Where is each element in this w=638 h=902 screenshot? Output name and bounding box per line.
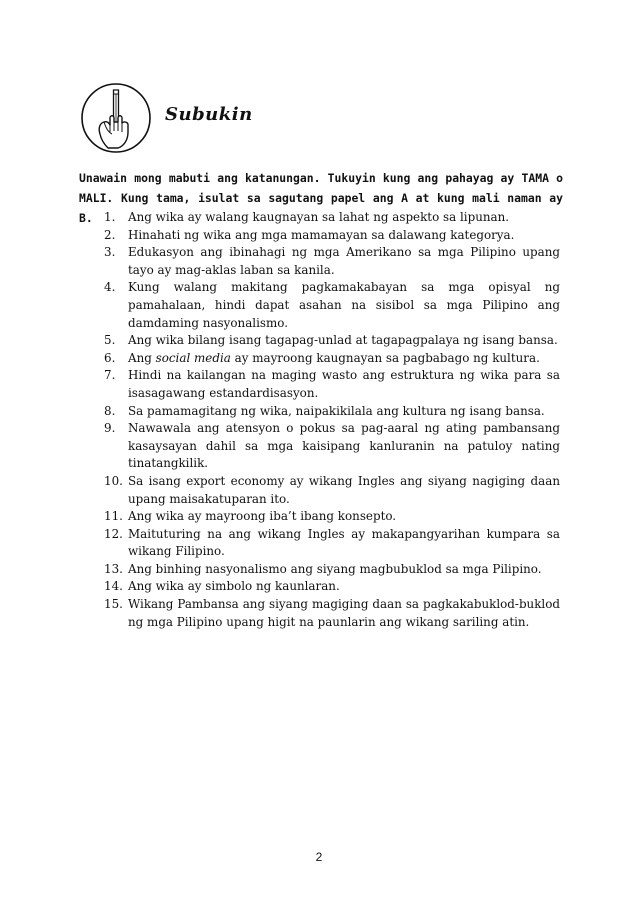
item-number: 2. <box>104 227 116 242</box>
item-text: Ang binhing nasyonalismo ang siyang magbubuklod sa mga Pilipino. <box>128 561 542 576</box>
item-number: 14. <box>104 579 123 594</box>
list-item <box>104 420 560 473</box>
item-text-part: Ang <box>128 350 156 365</box>
item-text <box>128 351 540 365</box>
item-text: Wikang Pambansa ang siyang magiging daan sa pagkakabuklod-buklod ng mga Pilipino upang higit na paunlarin ang wikang sariling atin. <box>128 597 560 629</box>
item-number: 7. <box>104 368 116 383</box>
list-item <box>104 596 560 631</box>
list-item <box>104 526 560 561</box>
item-number: 4. <box>104 280 116 295</box>
item-text-emphasis: social media <box>155 350 231 365</box>
item-number: 8. <box>104 403 116 418</box>
item-number: 12. <box>104 526 123 541</box>
section-title: Subukin <box>165 104 253 125</box>
item-text: Ang wika ay walang kaugnayan sa lahat ng aspekto sa lipunan. <box>128 210 510 224</box>
item-text: Sa isang export economy ay wikang Ingles ang siyang nagiging daan upang maisakatuparan ito. <box>128 473 560 506</box>
list-item <box>104 350 560 368</box>
item-text: Maituturing na ang wikang Ingles ay makapangyarihan kumpara sa wikang Filipino. <box>128 526 560 559</box>
item-text: Sa pamamagitang ng wika, naipakikilala ang kultura ng isang bansa. <box>128 403 545 418</box>
item-number: 3. <box>104 245 116 260</box>
item-text-part: ay mayroong kaugnayan sa pagbabago ng kultura. <box>230 350 540 365</box>
item-text: Ang wika ay mayroong iba’t ibang konsepto. <box>128 509 397 524</box>
list-item <box>104 279 560 332</box>
item-number: 6. <box>104 350 116 365</box>
section-header <box>80 82 560 154</box>
item-number: 11. <box>104 509 123 524</box>
list-item <box>104 332 560 350</box>
list-item <box>104 473 560 508</box>
instructions-text: Unawain mong mabuti ang katanungan. Tukuyin kung ang pahayag ay TAMA o MALI. Kung tama, isulat sa sagutang papel ang A at kung mali naman ay B. <box>79 171 563 225</box>
list-item <box>104 561 560 579</box>
list-item <box>104 367 560 402</box>
item-text: Ang wika bilang isang tagapag-unlad at tagapagpalaya ng isang bansa. <box>128 333 558 348</box>
list-item <box>104 227 560 245</box>
page-number: 2 <box>315 850 323 864</box>
item-text: Hindi na kailangan na maging wasto ang estruktura ng wika para sa isasagawang estandardisasyon. <box>128 368 560 400</box>
item-text: Nawawala ang atensyon o pokus sa pag-aaral ng ating pambansang kasaysayan dahil sa mga kaisipang kanluranin na patuloy nating tinatangkilik. <box>128 421 560 471</box>
hand-holding-pencil-icon <box>80 82 152 154</box>
list-item <box>104 209 560 227</box>
list-item <box>104 403 560 421</box>
item-number: 1. <box>104 210 116 224</box>
list-item <box>104 578 560 596</box>
item-text: Ang wika ay simbolo ng kaunlaran. <box>128 579 340 594</box>
item-text: Edukasyon ang ibinahagi ng mga Amerikano sa mga Pilipino upang tayo ay mag-aklas laban sa kanila. <box>128 245 560 277</box>
item-number: 5. <box>104 333 116 348</box>
item-text: Kung walang makitang pagkamakabayan sa mga opisyal ng pamahalaan, hindi dapat asahan na sisibol sa mga Pilipino ang damdaming nasyonalismo. <box>128 280 560 330</box>
item-number: 9. <box>104 421 116 436</box>
item-number: 10. <box>104 473 123 488</box>
item-text: Hinahati ng wika ang mga mamamayan sa dalawang kategorya. <box>128 227 515 242</box>
question-list <box>104 209 560 631</box>
list-item <box>104 508 560 526</box>
item-number: 13. <box>104 561 123 576</box>
item-number: 15. <box>104 597 123 612</box>
list-item <box>104 244 560 279</box>
